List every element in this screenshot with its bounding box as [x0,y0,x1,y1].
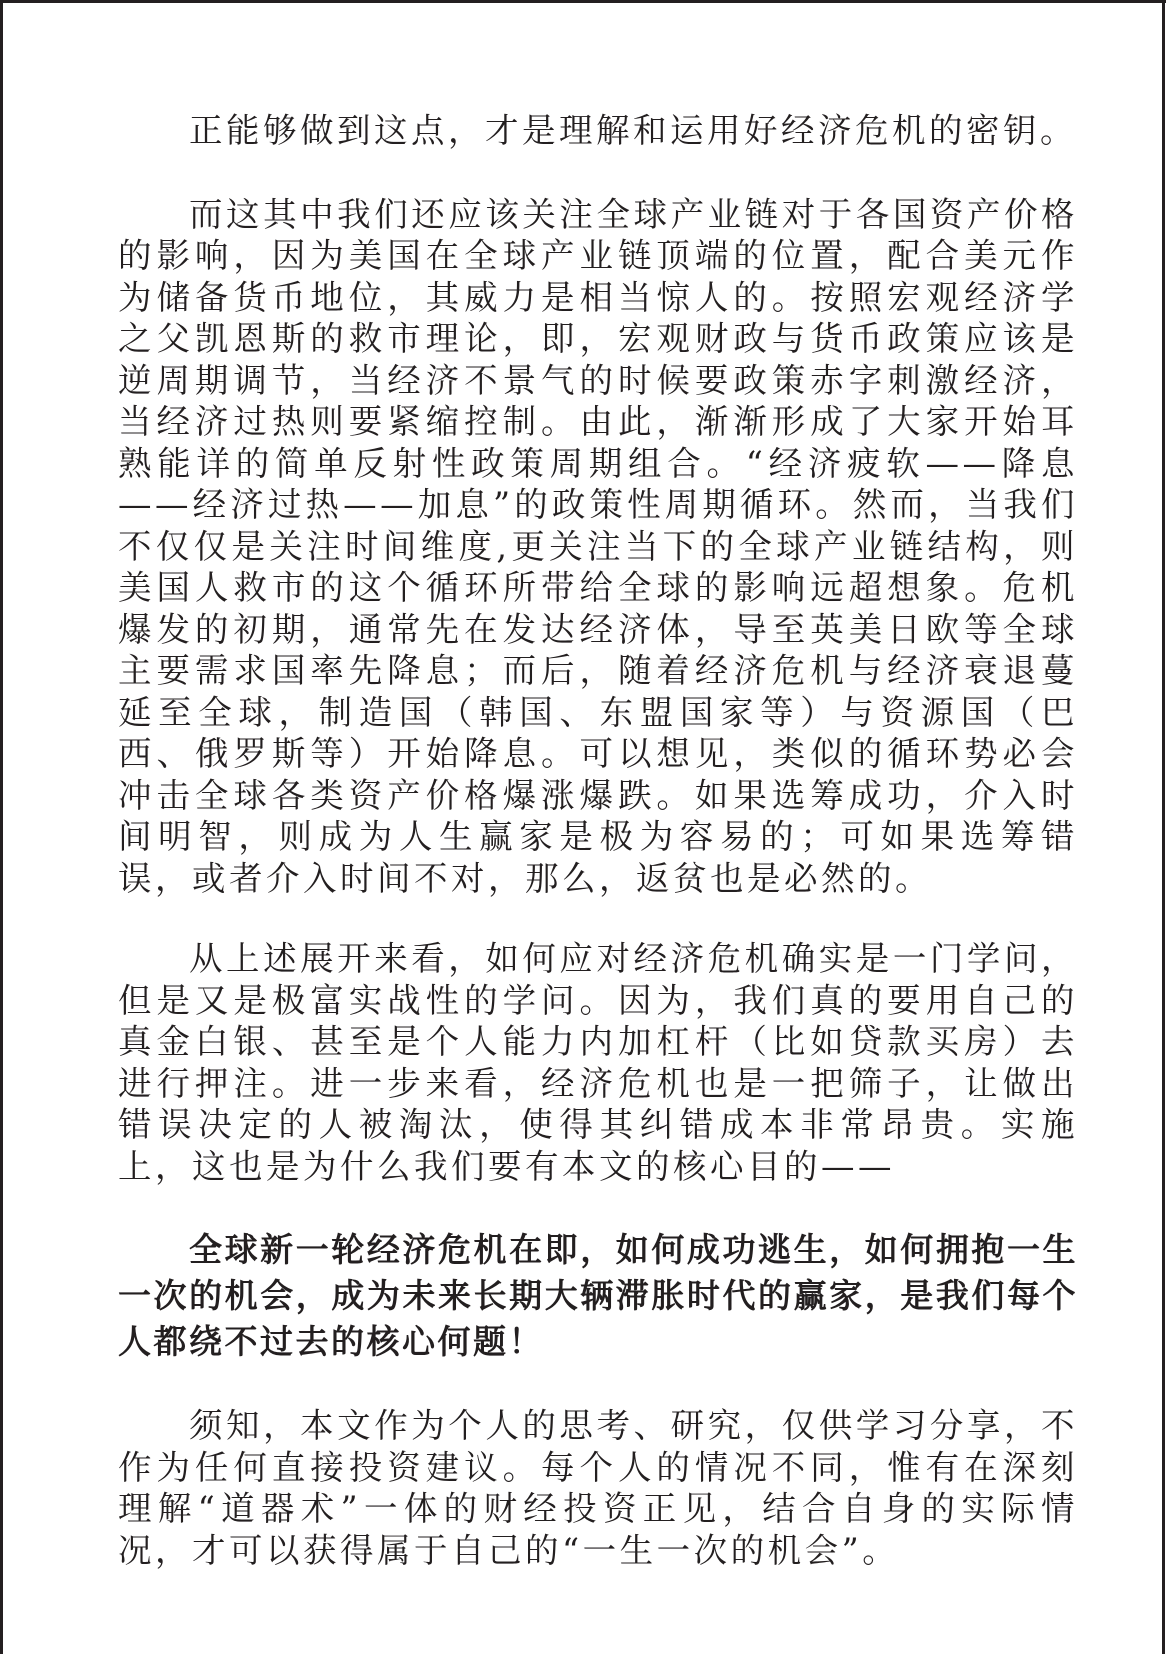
page-border-right [1162,0,1165,1654]
page-border-left [0,0,3,1654]
page-border-top [0,0,1166,3]
paragraph-core-question-emphasis: 全球新一轮经济危机在即，如何成功逃生，如何拥抱一生一次的机会，成为未来长期大辆滞胀时代的赢家，是我们每个人都绕不过去的核心何题！ [118,1230,1078,1361]
paragraph-crisis-as-learning: 从上述展开来看，如何应对经济危机确实是一门学问，但是又是极富实战性的学问。因为，我们真的要用自己的真金白银、甚至是个人能力内加杠杆（比如贷款买房）去进行押注。进一步来看，经济危机也是一把筛子，让做出错误决定的人被淘汰，使得其纠错成本非常昂贵。实施上，这也是为什么我们要有本文的核心目的—— [118,939,1078,1186]
paragraph-continuation: 正能够做到这点，才是理解和运用好经济危机的密钥。 [189,111,1077,150]
paragraph-global-industry-chain: 而这其中我们还应该关注全球产业链对于各国资产价格的影响，因为美国在全球产业链顶端的位置，配合美元作为储备货币地位，其威力是相当惊人的。按照宏观经济学之父凯恩斯的救市理论，即，宏观财政与货币政策应该是逆周期调节，当经济不景气的时候要政策赤字刺激经济，当经济过热则要紧缩控制。由此，渐渐形成了大家开始耳熟能详的简单反射性政策周期组合。“经济疲软——降息——经济过热——加息”的政策性周期循环。然而，当我们不仅仅是关注时间维度,更关注当下的全球产业链结构，则美国人救市的这个循环所带给全球的影响远超想象。危机爆发的初期，通常先在发达经济体，导至英美日欧等全球主要需求国率先降息；而后，随着经济危机与经济衰退蔓延至全球，制造国（韩国、东盟国家等）与资源国（巴西、俄罗斯等）开始降息。可以想见，类似的循环势必会冲击全球各类资产价格爆涨爆跌。如果选筹成功，介入时间明智，则成为人生赢家是极为容易的；可如果选筹错误，或者介入时间不对，那么，返贫也是必然的。 [118,194,1078,898]
paragraph-disclaimer: 须知，本文作为个人的思考、研究，仅供学习分享，不作为任何直接投资建议。每个人的情况不同，惟有在深刻理解“道器术”一体的财经投资正见，结合自身的实际情况，才可以获得属于自己的“一生一次的机会”。 [118,1406,1078,1570]
page-body [118,110,1078,1571]
